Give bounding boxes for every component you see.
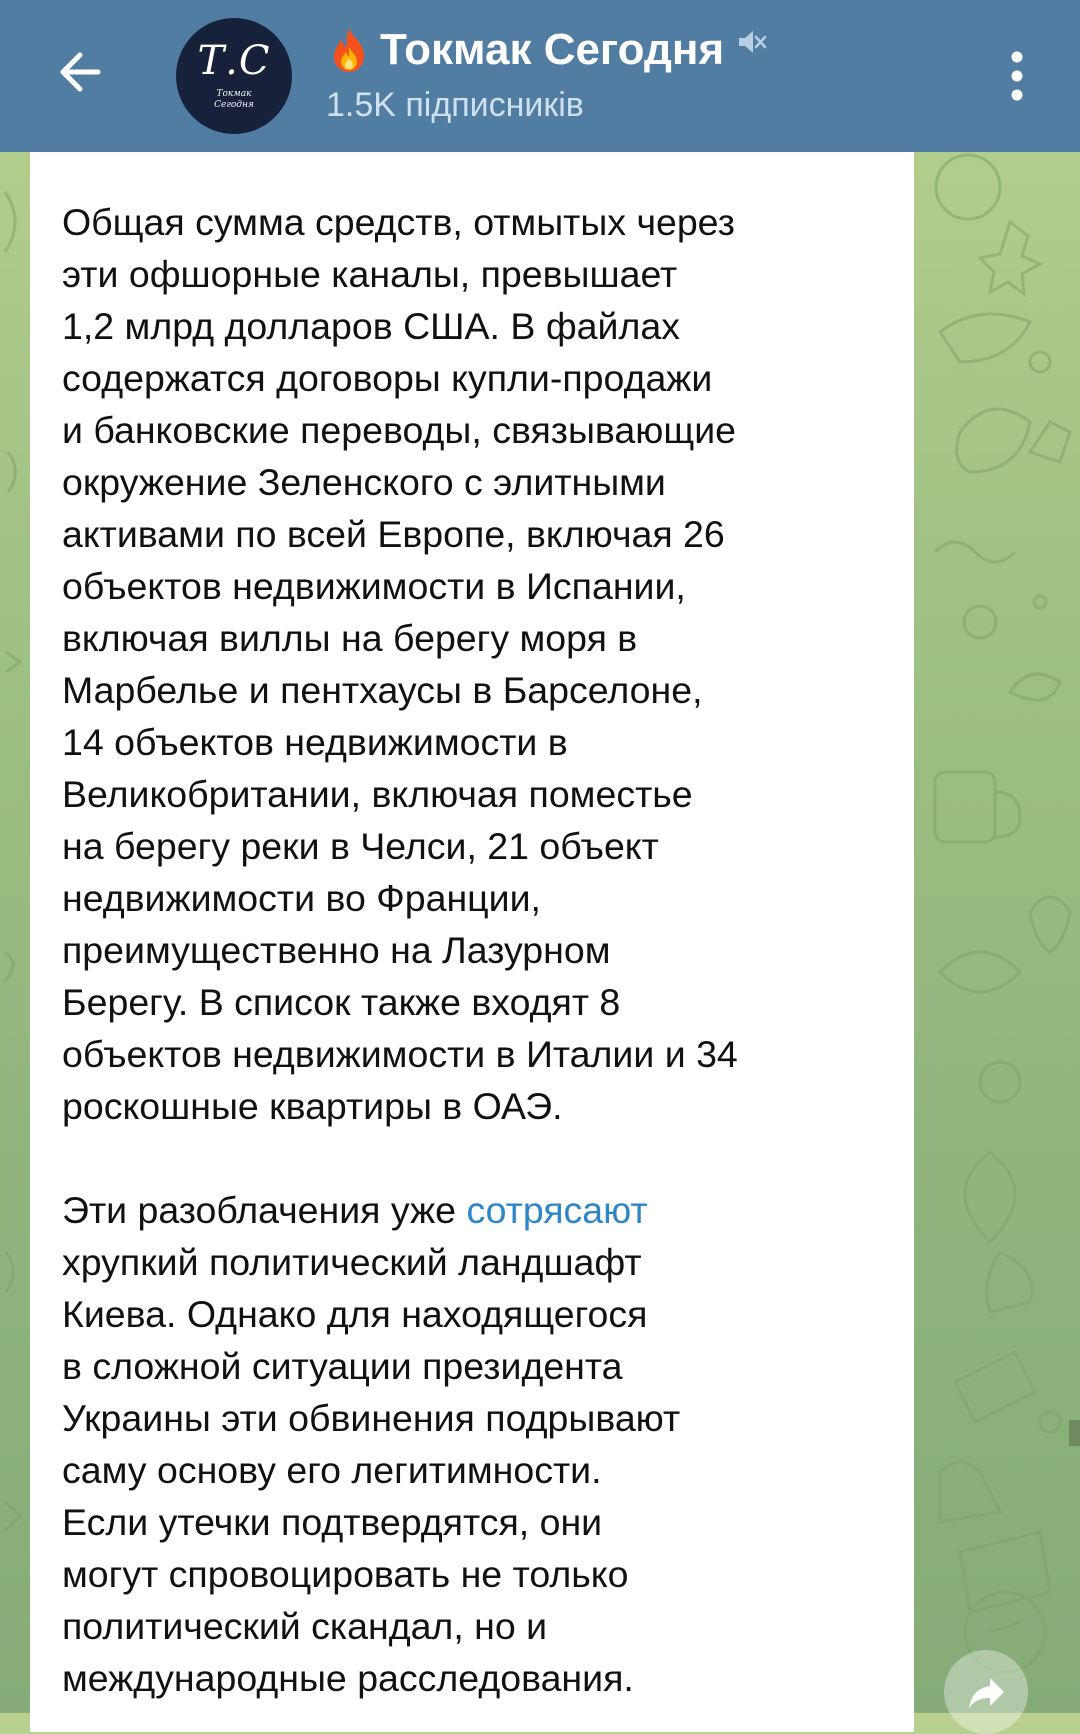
message-link[interactable]: сотрясают [466, 1189, 648, 1231]
message-text-fragment: Эти разоблачения уже [62, 1189, 467, 1231]
message-line: окружение Зеленского с элитными [62, 461, 666, 503]
message-paragraph-1 [62, 196, 912, 1132]
share-button[interactable] [944, 1650, 1028, 1734]
message-line: Общая сумма средств, отмытых через [62, 201, 735, 243]
arrow-left-icon [54, 46, 106, 98]
message-line: Украины эти обвинения подрывают [62, 1397, 681, 1439]
message-line: 14 объектов недвижимости в [62, 721, 568, 763]
message-bubble[interactable] [30, 152, 914, 1732]
message-line: саму основу его легитимности. [62, 1449, 602, 1491]
chat-header [0, 0, 1080, 152]
message-line: Киева. Однако для находящегося [62, 1293, 648, 1335]
message-line: содержатся договоры купли-продажи [62, 357, 713, 399]
share-arrow-icon [964, 1670, 1008, 1714]
avatar-subtitle: Токмак Сегодня [214, 89, 254, 110]
muted-speaker-icon [734, 25, 768, 59]
message-line: 1,2 млрд долларов США. В файлах [62, 305, 680, 347]
message-line: могут спровоцировать не только [62, 1553, 629, 1595]
avatar-initials: Т.С [197, 38, 271, 84]
back-button[interactable] [44, 36, 116, 108]
message-line: международные расследования. [62, 1657, 634, 1699]
channel-title-row[interactable] [324, 22, 768, 78]
message-line [62, 1184, 912, 1236]
message-line: включая виллы на берегу моря в [62, 617, 638, 659]
message-line: Марбелье и пентхаусы в Барселоне, [62, 669, 703, 711]
scroll-indicator[interactable] [1069, 1420, 1080, 1446]
message-line: Если утечки подтвердятся, они [62, 1501, 603, 1543]
message-line: активами по всей Европе, включая 26 [62, 513, 725, 555]
message-line: эти офшорные каналы, превышает [62, 253, 678, 295]
channel-avatar[interactable] [176, 18, 292, 134]
message-line: и банковские переводы, связывающие [62, 409, 737, 451]
message-line: преимущественно на Лазурном [62, 929, 611, 971]
message-line: политический скандал, но и [62, 1605, 548, 1647]
message-line: Берегу. В список также входят 8 [62, 981, 621, 1023]
more-vertical-icon [1007, 48, 1027, 104]
message-line: в сложной ситуации президента [62, 1345, 623, 1387]
fire-emoji-icon [324, 25, 374, 75]
message-line: недвижимости во Франции, [62, 877, 541, 919]
message-line: объектов недвижимости в Италии и 34 [62, 1033, 738, 1075]
message-line: на берегу реки в Челси, 21 объект [62, 825, 659, 867]
more-menu-button[interactable] [990, 40, 1044, 112]
message-line: хрупкий политический ландшафт [62, 1241, 642, 1283]
message-line: объектов недвижимости в Испании, [62, 565, 686, 607]
message-line: роскошные квартиры в ОАЭ. [62, 1085, 563, 1127]
message-line: Великобритании, включая поместье [62, 773, 693, 815]
channel-name: Токмак Сегодня [380, 25, 725, 74]
message-paragraph-2 [62, 1184, 912, 1704]
subscriber-count: 1.5K підписників [326, 86, 584, 124]
